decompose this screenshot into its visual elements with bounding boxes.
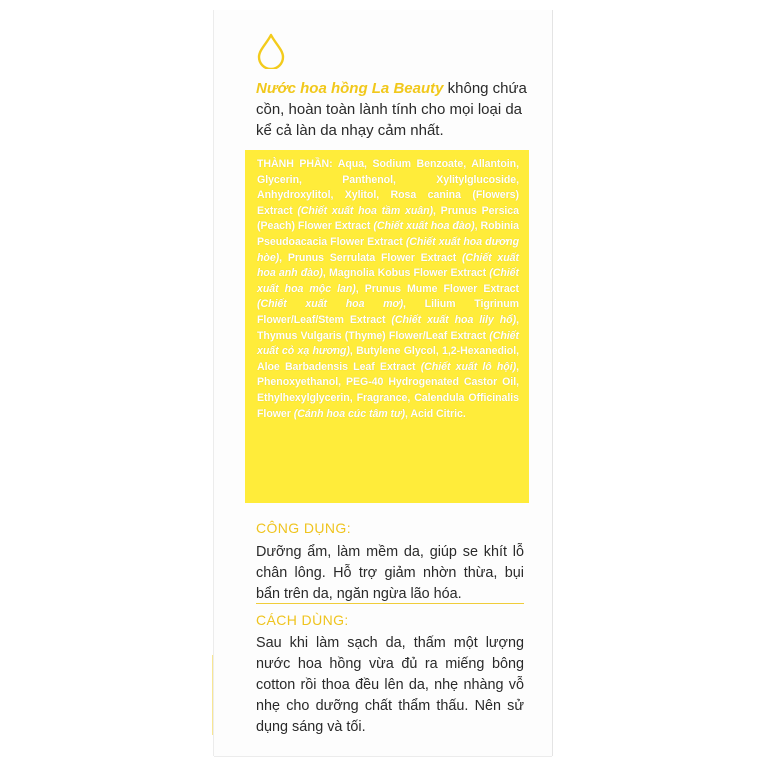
ingredient-translation: (Chiết xuất cỏ xạ hương) (257, 329, 519, 358)
ingredients-text (257, 157, 519, 422)
directions-heading: CÁCH DÙNG: (256, 612, 349, 628)
ingredient-translation: (Chiết xuất hoa tầm xuân) (297, 204, 434, 217)
ingredient-translation: (Chiết xuất hoa mộc lan) (257, 267, 519, 295)
ingredients-heading: THÀNH PHẦN: (257, 158, 333, 170)
ingredient-run: , Robinia Pseudoacacia Flower Extract (257, 220, 519, 248)
intro-text (256, 78, 528, 141)
ingredient-run: , Prunus Mume Flower Extract (355, 282, 519, 295)
water-drop-icon (256, 33, 286, 69)
divider (256, 603, 524, 604)
ingredient-run: , Thymus Vulgaris (Thyme) Flower/Leaf Extract (257, 313, 519, 342)
ingredient-translation: (Chiết xuất hoa dương hòe) (257, 235, 519, 264)
ingredient-run: , Lilium Tigrinum Flower/Leaf/Stem Extract (257, 298, 519, 326)
ingredient-run: , Prunus Persica (Peach) Flower Extract (257, 204, 519, 233)
uses-heading: CÔNG DỤNG: (256, 520, 351, 536)
directions-text: Sau khi làm sạch da, thấm một lượng nước hoa hồng vừa đủ ra miếng bông cotton rồi thoa đều lên da, nhẹ nhàng vỗ nhẹ cho dưỡng chất thẩm thấu. Nên sử dụng sáng và tối. (256, 635, 524, 735)
ingredient-run: , Phenoxyethanol, PEG-40 Hydrogenated Castor Oil, Ethylhexylglycerin, Fragrance, Calendula Officinalis Flower (257, 360, 519, 420)
ingredient-run: , Butylene Glycol, 1,2-Hexanediol, Aloe Barbadensis Leaf Extract (257, 345, 520, 373)
ingredient-translation: (Chiết xuất hoa đào) (373, 220, 475, 233)
ingredient-translation: (Chiết xuất hoa lily hổ) (391, 313, 517, 326)
ingredient-translation: (Chiết xuất hoa mơ) (257, 298, 404, 311)
ingredient-translation: (Cánh hoa cúc tâm tư) (293, 407, 406, 420)
uses-text: Dưỡng ẩm, làm mềm da, giúp se khít lỗ chân lông. Hỗ trợ giảm nhờn thừa, bụi bẩn trên da, ngăn ngừa lão hóa. (256, 544, 524, 602)
ingredient-run: , Acid Citric. (405, 407, 466, 420)
ingredient-run: Aqua, Sodium Benzoate, Allantoin, Glycerin, Panthenol, Xylitylglucoside, Anhydroxylitol, Xylitol, Rosa canina (Flowers) Extract (257, 158, 519, 217)
ingredient-translation: (Chiết xuất lô hội) (420, 360, 517, 373)
ingredient-translation: (Chiết xuất hoa anh đào) (257, 251, 519, 280)
ingredient-run: , Prunus Serrulata Flower Extract (279, 251, 462, 264)
intro-description: không chứa cồn, hoàn toàn lành tính cho mọi loại da kể cả làn da nhạy cảm nhất. (256, 80, 527, 139)
brand-name: Nước hoa hồng La Beauty (256, 80, 444, 97)
ingredient-run: , Magnolia Kobus Flower Extract (322, 267, 490, 280)
